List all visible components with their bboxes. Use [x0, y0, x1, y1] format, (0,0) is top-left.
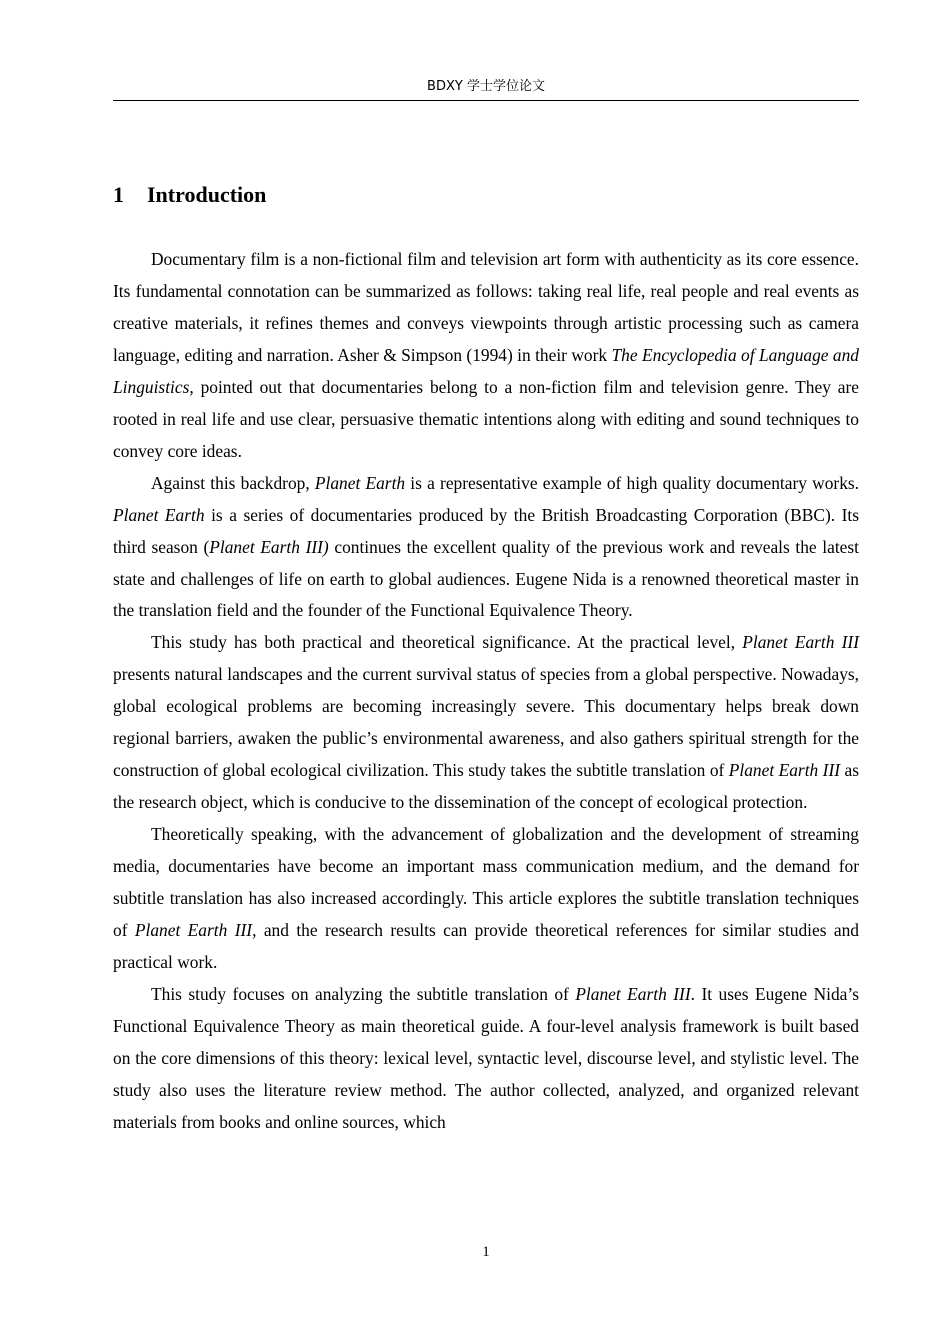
- page-number: 1: [482, 1244, 490, 1260]
- paragraph-2: [113, 468, 859, 628]
- paragraph-text: presents natural landscapes and the current survival status of species from a global perspective. Nowadays, global ecological problems are becoming increasingly severe. This documentary helps break down regional barriers, awaken the public’s environmental awareness, and also gathers spiritual strength for the construction of global ecological civilization. This study takes the subtitle translation of: [113, 664, 859, 781]
- running-header: BDXY 学士学位论文: [427, 79, 545, 94]
- paragraph-text: continues the excellent quality of the previous work and reveals the latest state and challenges of life on earth to global audiences. Eugene Nida is a renowned theoretical master in the translation field and the founder of the Functional Equivalence Theory.: [113, 536, 859, 621]
- paragraph-5: [113, 979, 859, 1139]
- paragraph-text: This study focuses on analyzing the subtitle translation of: [151, 983, 576, 1004]
- documentary-title: Planet Earth III: [742, 632, 860, 653]
- header-divider: [113, 100, 859, 101]
- paragraph-text: is a series of documentaries produced by the British Broadcasting Corporation (BBC). Its third season (: [113, 504, 860, 557]
- documentary-title: Planet Earth III: [575, 983, 691, 1004]
- paragraph-text: Documentary film is a non-fictional film and television art form with authenticity as its core essence. Its fundamental connotation can be summarized as follows: taking real life, real people and real events as creative materials, it refines themes and conveys viewpoints through artistic processing such as camera language, editing and narration. Asher & Simpson (1994) in their work: [113, 249, 859, 365]
- paragraph-text: This study has both practical and theoretical significance. At the practical level,: [151, 632, 743, 653]
- paragraph-text: as the research object, which is conducive to the dissemination of the concept of ecological protection.: [113, 760, 860, 813]
- section-heading: [113, 180, 266, 210]
- paragraph-4: [113, 819, 859, 979]
- section-number: 1: [113, 182, 124, 207]
- paragraph-text: and the research results can provide theoretical references for similar studies and practical work.: [113, 920, 859, 972]
- paragraph-text: , pointed out that documentaries belong to a non-fiction film and television genre. They are rooted in real life and use clear, persuasive thematic intentions along with editing and sound techniques to convey core ideas.: [113, 376, 859, 461]
- paragraph-text: is a representative example of high quality documentary works.: [405, 472, 859, 493]
- paragraph-1: [113, 244, 859, 468]
- paragraph-text: . It uses Eugene Nida’s Functional Equivalence Theory as main theoretical guide. A four-level analysis framework is built based on the core dimensions of this theory: lexical level, syntactic level, discourse level, and stylistic level. The study also uses the literature review method. The author collected, analyzed, and organized relevant materials from books and online sources, which: [113, 983, 859, 1132]
- section-title: Introduction: [147, 182, 267, 207]
- book-title: The Encyclopedia of Language and Linguistics: [113, 344, 860, 397]
- paragraph-3: [113, 627, 859, 819]
- documentary-title: Planet Earth: [314, 472, 406, 493]
- paragraph-text: Theoretically speaking, with the advancement of globalization and the development of streaming media, documentaries have become an important mass communication medium, and the demand for subtitle translation has also increased accordingly. This article explores the subtitle translation techniques of: [113, 824, 859, 941]
- paragraph-text: Against this backdrop,: [151, 472, 315, 493]
- documentary-title: Planet Earth III): [209, 536, 329, 557]
- body-text: [113, 244, 859, 1139]
- documentary-title: Planet Earth: [113, 504, 205, 525]
- documentary-title: Planet Earth III: [728, 760, 841, 781]
- documentary-title: Planet Earth III,: [134, 920, 257, 941]
